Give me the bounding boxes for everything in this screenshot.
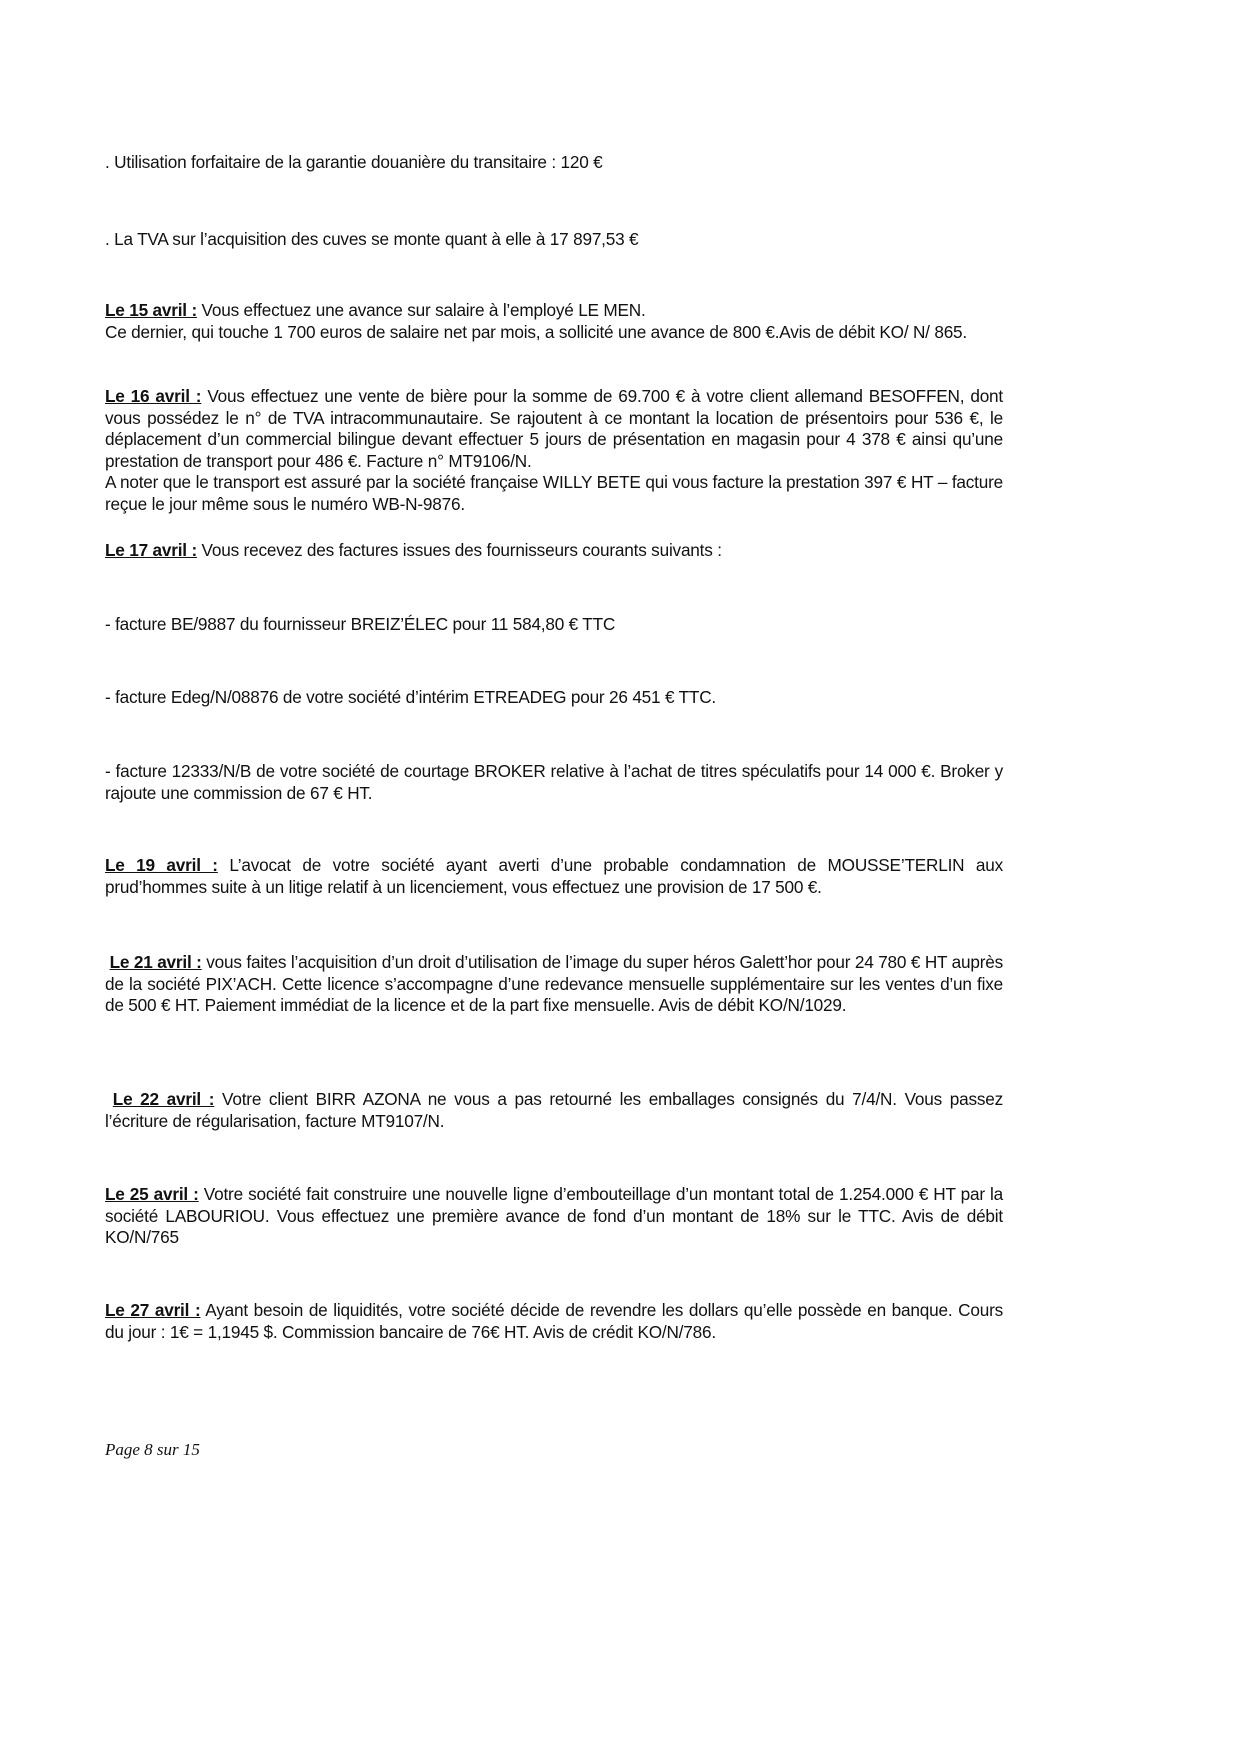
- entry-continuation: A noter que le transport est assuré par la société française WILLY BETE qui vous facture la prestation 397 € HT – facture reçue le jour même sous le numéro WB-N-9876.: [105, 472, 1003, 514]
- entry-19-avril: [105, 855, 1003, 898]
- entry-date: Le 15 avril :: [105, 300, 197, 320]
- entry-16-avril: [105, 386, 1003, 515]
- entry-date: Le 27 avril :: [105, 1300, 201, 1320]
- entry-text: Votre société fait construire une nouvelle ligne d’embouteillage d’un montant total de 1.254.000 € HT par la société LABOURIOU. Vous effectuez une première avance de fond d’un montant de 18% sur le TTC. Avis de débit KO/N/765: [105, 1184, 1003, 1247]
- invoice-item-broker: - facture 12333/N/B de votre société de courtage BROKER relative à l’achat de titres spéculatifs pour 14 000 €. Broker y rajoute une commission de 67 € HT.: [105, 761, 1003, 803]
- entry-22-avril: [105, 1089, 1003, 1132]
- entry-date: Le 21 avril :: [109, 952, 202, 972]
- entry-17-avril: [105, 540, 1003, 562]
- entry-text: Votre client BIRR AZONA ne vous a pas retourné les emballages consignés du 7/4/N. Vous passez l’écriture de régularisation, facture MT9107/N.: [105, 1089, 1004, 1131]
- invoice-item-etreadeg: - facture Edeg/N/08876 de votre société d’intérim ETREADEG pour 26 451 € TTC.: [105, 687, 716, 707]
- entry-21-avril: [105, 952, 1003, 1017]
- entry-text: Vous effectuez une vente de bière pour la somme de 69.700 € à votre client allemand BESOFFEN, dont vous possédez le n° de TVA intracommunautaire. Se rajoutent à ce montant la location de présentoirs pour 536 €, le déplacement d’un commercial bilingue devant effectuer 5 jours de présentation en magasin pour 4 378 € ainsi qu’une prestation de transport pour 486 €. Facture n° MT9106/N.: [105, 386, 1003, 471]
- entry-date: Le 17 avril :: [105, 540, 197, 560]
- page-footer-number: Page 8 sur 15: [105, 1440, 200, 1459]
- intro-line-guarantee: . Utilisation forfaitaire de la garantie douanière du transitaire : 120 €: [105, 152, 603, 172]
- invoice-item-breizelec: - facture BE/9887 du fournisseur BREIZ’ÉLEC pour 11 584,80 € TTC: [105, 614, 616, 634]
- entry-date: Le 22 avril :: [112, 1089, 215, 1109]
- entry-text: vous faites l’acquisition d’un droit d’utilisation de l’image du super héros Galett’hor pour 24 780 € HT auprès de la société PIX’ACH. Cette licence s’accompagne d’une redevance mensuelle supplémentaire sur les ventes d’un fixe de 500 € HT. Paiement immédiat de la licence et de la part fixe mensuelle. Avis de débit KO/N/1029.: [105, 952, 1003, 1015]
- entry-text: Vous recevez des factures issues des fournisseurs courants suivants :: [196, 540, 722, 560]
- entry-text: Vous effectuez une avance sur salaire à l’employé LE MEN.: [196, 300, 646, 320]
- entry-text: Ayant besoin de liquidités, votre société décide de revendre les dollars qu’elle possède en banque. Cours du jour : 1€ = 1,1945 $. Commission bancaire de 76€ HT. Avis de crédit KO/N/786.: [105, 1300, 1003, 1342]
- entry-15-avril: [105, 300, 1003, 343]
- entry-date: Le 25 avril :: [105, 1184, 199, 1204]
- intro-line-vat: . La TVA sur l’acquisition des cuves se monte quant à elle à 17 897,53 €: [105, 229, 639, 249]
- entry-text: L’avocat de votre société ayant averti d’une probable condamnation de MOUSSE’TERLIN aux prud’hommes suite à un litige relatif à un licenciement, vous effectuez une provision de 17 500 €.: [105, 855, 1003, 897]
- entry-25-avril: [105, 1184, 1003, 1249]
- entry-date: Le 16 avril :: [105, 386, 202, 406]
- entry-continuation: Ce dernier, qui touche 1 700 euros de salaire net par mois, a sollicité une avance de 800 €.Avis de débit KO/ N/ 865.: [105, 321, 967, 342]
- entry-27-avril: [105, 1300, 1003, 1343]
- entry-date: Le 19 avril :: [105, 855, 218, 875]
